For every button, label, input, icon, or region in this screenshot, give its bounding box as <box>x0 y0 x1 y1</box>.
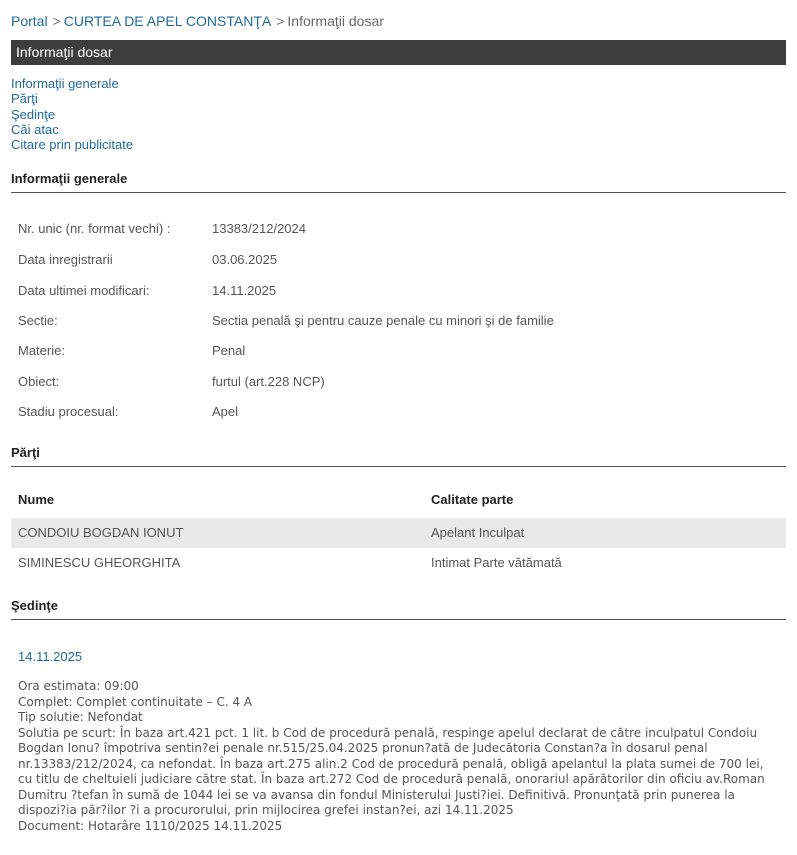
page-title: Informaţii dosar <box>11 40 786 65</box>
detail-solutie-line: Dumitru ?tefan în sumă de 1044 lei se va avansa din fondul Ministerului Justi?iei. Definitivă. Pronunţată prin punerea la <box>18 787 735 802</box>
breadcrumb-separator: > <box>52 13 61 29</box>
info-value: 13383/212/2024 <box>212 221 306 236</box>
detail-ora-estimata: Ora estimata: 09:00 <box>18 679 139 693</box>
info-label: Sectie: <box>18 313 58 328</box>
column-header-calitate: Calitate parte <box>431 492 514 507</box>
hearing-date: 14.11.2025 <box>18 649 83 664</box>
party-role: Intimat Parte vătămată <box>431 555 562 570</box>
detail-solutie-line: dispozi?ia păr?ilor ?i a procurorului, prin mijlocirea grefei instan?ei, azi 14.11.2025 <box>18 803 514 817</box>
hearing-details <box>18 679 788 834</box>
info-label: Obiect: <box>18 374 60 389</box>
parti-table-header <box>11 492 786 512</box>
info-label: Data inregistrarii <box>18 252 113 267</box>
detail-tip-solutie: Tip solutie: Nefondat <box>18 710 143 724</box>
info-label: Nr. unic (nr. format vechi) : <box>18 221 171 236</box>
nav-link-parti[interactable]: Părţi <box>11 91 38 107</box>
section-nav <box>11 76 133 152</box>
nav-link-cai-atac[interactable]: Căi atac <box>11 121 59 137</box>
table-row <box>11 518 786 548</box>
detail-complet: Complet: Complet continuitate – C. 4 A <box>18 694 253 709</box>
breadcrumb-separator: > <box>276 13 285 29</box>
info-label: Data ultimei modificari: <box>18 283 150 298</box>
nav-link-informatii-generale[interactable]: Informaţii generale <box>11 76 119 91</box>
column-header-nume: Nume <box>18 492 55 507</box>
section-heading-parti: Părţi <box>11 445 786 467</box>
detail-solutie-line: Solutia pe scurt: În baza art.421 pct. 1 lit. b Cod de procedură penală, respinge apelul declarat de către inculpatul Condoiu <box>18 725 758 740</box>
info-value: Sectia penală şi pentru cauze penale cu minori şi de familie <box>212 313 554 328</box>
nav-link-sedinte[interactable]: Şedinţe <box>11 106 56 122</box>
detail-solutie-line: nr.13383/212/2024, ca nefondat. În baza art.275 alin.2 Cod de procedură penală, obligă apelantul la plata sumei de 700 lei, <box>18 756 764 771</box>
info-value: Penal <box>212 343 246 358</box>
party-name: SIMINESCU GHEORGHITA <box>18 555 181 570</box>
info-value: furtul (art.228 NCP) <box>212 374 325 389</box>
breadcrumb-portal-link[interactable]: Portal <box>11 13 48 29</box>
breadcrumb-court-link[interactable]: CURTEA DE APEL CONSTANŢA <box>63 13 272 29</box>
detail-document: Document: Hotarâre 1110/2025 14.11.2025 <box>18 818 283 833</box>
info-label: Stadiu procesual: <box>18 404 119 419</box>
party-name: CONDOIU BOGDAN IONUT <box>18 525 184 540</box>
breadcrumb-current: Informaţii dosar <box>287 13 384 29</box>
info-label: Materie: <box>18 343 65 358</box>
info-value: Apel <box>212 404 239 419</box>
section-heading-sedinte: Şedinţe <box>11 598 786 620</box>
nav-link-citare[interactable]: Citare prin publicitate <box>11 137 134 153</box>
detail-solutie-line: Bogdan Ionu? împotriva sentin?ei penale nr.515/25.04.2025 pronun?ată de Judecătoria Constan?a în dosarul penal <box>18 741 708 755</box>
info-value: 03.06.2025 <box>212 252 278 267</box>
party-role: Apelant Inculpat <box>431 525 525 540</box>
section-heading-general: Informaţii generale <box>11 171 786 193</box>
detail-solutie-line: cu titlu de cheltuieli judiciare către stat. În baza art.272 Cod de procedură penală, onorariul apărătorilor din oficiu av.Roman <box>18 772 765 786</box>
info-value: 14.11.2025 <box>212 283 277 298</box>
table-row <box>11 548 786 578</box>
breadcrumb <box>11 13 384 29</box>
